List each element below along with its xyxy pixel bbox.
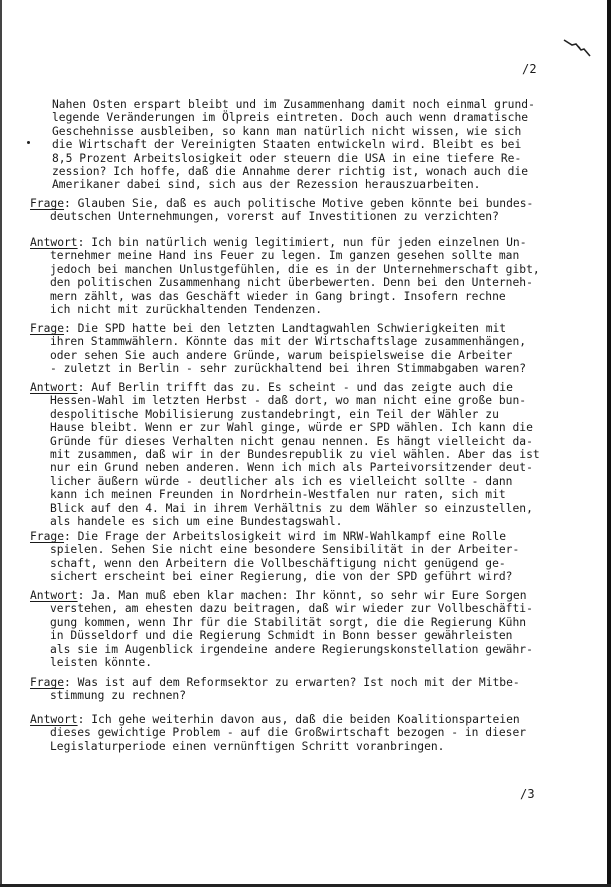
text-line: - zuletzt in Berlin - sehr zurückhaltend bei ihren Stimmabgaben waren? bbox=[50, 362, 527, 376]
scan-edge-right bbox=[607, 0, 611, 887]
text-line: mern zählt, was das Geschäft wieder in Gang bringt. Insofern rechne bbox=[50, 289, 506, 303]
text-line: Gründe für dieses Verhalten nicht genau nennen. Es hängt vielleicht da- bbox=[50, 434, 533, 448]
text-line: legende Veränderungen im Ölpreis eintreten. Doch auch wenn dramatische bbox=[52, 111, 529, 125]
text-line bbox=[30, 322, 570, 335]
question-2 bbox=[30, 322, 570, 376]
answer-2 bbox=[30, 381, 570, 528]
text-line bbox=[30, 381, 570, 394]
text-line bbox=[30, 676, 570, 689]
text-line: verstehen, am ehesten dazu beitragen, daß wir wieder zur Vollbeschäfti- bbox=[50, 602, 533, 616]
text-line: oder sehen Sie auch andere Gründe, warum beispielsweise die Arbeiter bbox=[50, 348, 513, 362]
first-line-text: : Ich bin natürlich wenig legitimiert, nun für jeden einzelnen Un- bbox=[77, 236, 527, 249]
page-marker-top: /2 bbox=[522, 62, 537, 76]
text-line: zession? Ich hoffe, daß die Annahme derer richtig ist, wonach auch die bbox=[52, 165, 529, 179]
question-label: Frage bbox=[30, 530, 65, 543]
question-1 bbox=[30, 197, 570, 224]
question-3 bbox=[30, 530, 570, 584]
text-line: spielen. Sehen Sie nicht eine besondere Sensibilität in der Arbeiter- bbox=[50, 543, 520, 557]
text-line: ich nicht mit zurückhaltenden Tendenzen. bbox=[50, 303, 323, 317]
question-label: Frage bbox=[30, 322, 65, 335]
text-line: in Düsseldorf und die Regierung Schmidt in Bonn besser gewährleisten bbox=[50, 629, 513, 643]
text-line: als handele es sich um eine Bundestagswahl. bbox=[50, 515, 343, 529]
text-line: Nahen Osten erspart bleibt und im Zusammenhang damit noch einmal grund- bbox=[52, 98, 535, 111]
text-line bbox=[30, 236, 570, 249]
first-line-text: : Die SPD hatte bei den letzten Landtagwahlen Schwierigkeiten mit bbox=[64, 322, 507, 335]
text-line bbox=[30, 713, 570, 726]
text-line: despolitische Mobilisierung zustandebringt, ein Teil der Wähler zu bbox=[50, 407, 499, 421]
first-line-text: : Die Frage der Arbeitslosigkeit wird im NRW-Wahlkampf eine Rolle bbox=[64, 530, 507, 543]
first-line-text: : Ja. Man muß eben klar machen: Ihr könnt, so sehr wir Eure Sorgen bbox=[77, 589, 527, 602]
question-4 bbox=[30, 676, 570, 703]
text-line: licher äußern würde - deutlicher als ich es vielleicht sollte - dann bbox=[50, 474, 513, 488]
answer-1 bbox=[30, 236, 570, 316]
text-line: Hessen-Wahl im letzten Herbst - daß dort, wo man nicht eine große bun- bbox=[50, 394, 527, 408]
text-line: 8,5 Prozent Arbeitslosigkeit oder steuern die USA in eine tiefere Re- bbox=[52, 151, 522, 165]
text-line: Amerikaner dabei sind, sich aus der Rezession herauszuarbeiten. bbox=[52, 178, 481, 192]
text-line: sichert erscheint bei einer Regierung, die von der SPD geführt wird? bbox=[50, 570, 513, 584]
text-line: als sie im Augenblick irgendeine andere Regierungskonstellation gewähr- bbox=[50, 642, 533, 656]
pen-mark-icon bbox=[562, 36, 592, 66]
answer-label: Antwort bbox=[30, 381, 78, 394]
text-line bbox=[30, 530, 570, 543]
text-line: Blick auf den 4. Mai in ihrem Verhältnis zu dem Wähler so einzustellen, bbox=[50, 501, 533, 515]
text-line: kann ich meinen Freunden in Nordrhein-Westfalen nur raten, sich mit bbox=[50, 488, 506, 502]
answer-label: Antwort bbox=[30, 589, 78, 602]
text-line: leisten könnte. bbox=[50, 656, 153, 670]
text-line: Geschehnisse ausbleiben, so kann man natürlich nicht wissen, wie sich bbox=[52, 124, 522, 138]
answer-label: Antwort bbox=[30, 236, 78, 249]
scan-edge-left bbox=[0, 0, 2, 887]
text-line: schaft, wenn den Arbeitern die Vollbeschäftigung nicht genügend ge- bbox=[50, 556, 506, 570]
margin-dot bbox=[27, 141, 30, 144]
text-line: mit zusammen, daß wir in der Bundesrepublik zu viel wählen. Aber das ist bbox=[50, 448, 540, 462]
question-label: Frage bbox=[30, 676, 65, 689]
text-line: jedoch bei manchen Unlustgefühlen, die es in der Unternehmerschaft gibt, bbox=[50, 262, 540, 276]
text-line: ternehmer meine Hand ins Feuer zu legen. Im ganzen gesehen sollte man bbox=[50, 249, 520, 263]
answer-label: Antwort bbox=[30, 713, 78, 726]
text-line: ihren Stammwählern. Könnte das mit der Wirtschaftslage zusammenhängen, bbox=[50, 335, 527, 349]
text-line: den politischen Zusammenhang nicht überbewerten. Denn bei den Unterneh- bbox=[50, 276, 533, 290]
text-line bbox=[30, 197, 570, 210]
answer-3 bbox=[30, 589, 570, 669]
text-line: stimmung zu rechnen? bbox=[50, 689, 187, 703]
first-line-text: : Was ist auf dem Reformsektor zu erwarten? Ist noch mit der Mitbe- bbox=[64, 676, 520, 689]
text-line: deutschen Unternehmungen, vorerst auf Investitionen zu verzichten? bbox=[50, 210, 499, 224]
text-line: Legislaturperiode einen vernünftigen Schritt voranbringen. bbox=[50, 739, 445, 753]
question-label: Frage bbox=[30, 197, 65, 210]
first-line-text: : Auf Berlin trifft das zu. Es scheint - und das zeigte auch die bbox=[77, 381, 513, 394]
text-line: gung kommen, wenn Ihr für die Stabilität sorgt, die die Regierung Kühn bbox=[50, 615, 527, 629]
first-line-text: : Glauben Sie, daß es auch politische Motive geben könnte bei bundes- bbox=[64, 197, 534, 210]
text-line: dieses gewichtige Problem - auf die Großwirtschaft bezogen - in dieser bbox=[50, 726, 527, 740]
text-line: die Wirtschaft der Vereinigten Staaten entwickeln wird. Bleibt es bei bbox=[52, 138, 522, 152]
text-line bbox=[30, 589, 570, 602]
text-line: Hause bleibt. Wenn er zur Wahl ginge, würde er SPD wählen. Ich kann die bbox=[50, 421, 533, 435]
answer-4 bbox=[30, 713, 570, 753]
first-line-text: : Ich gehe weiterhin davon aus, daß die beiden Koalitionsparteien bbox=[77, 713, 520, 726]
intro-paragraph bbox=[52, 98, 572, 192]
page-marker-bottom: /3 bbox=[520, 787, 535, 801]
text-line: nur ein Grund neben anderen. Wenn ich mich als Parteivorsitzender deut- bbox=[50, 461, 533, 475]
